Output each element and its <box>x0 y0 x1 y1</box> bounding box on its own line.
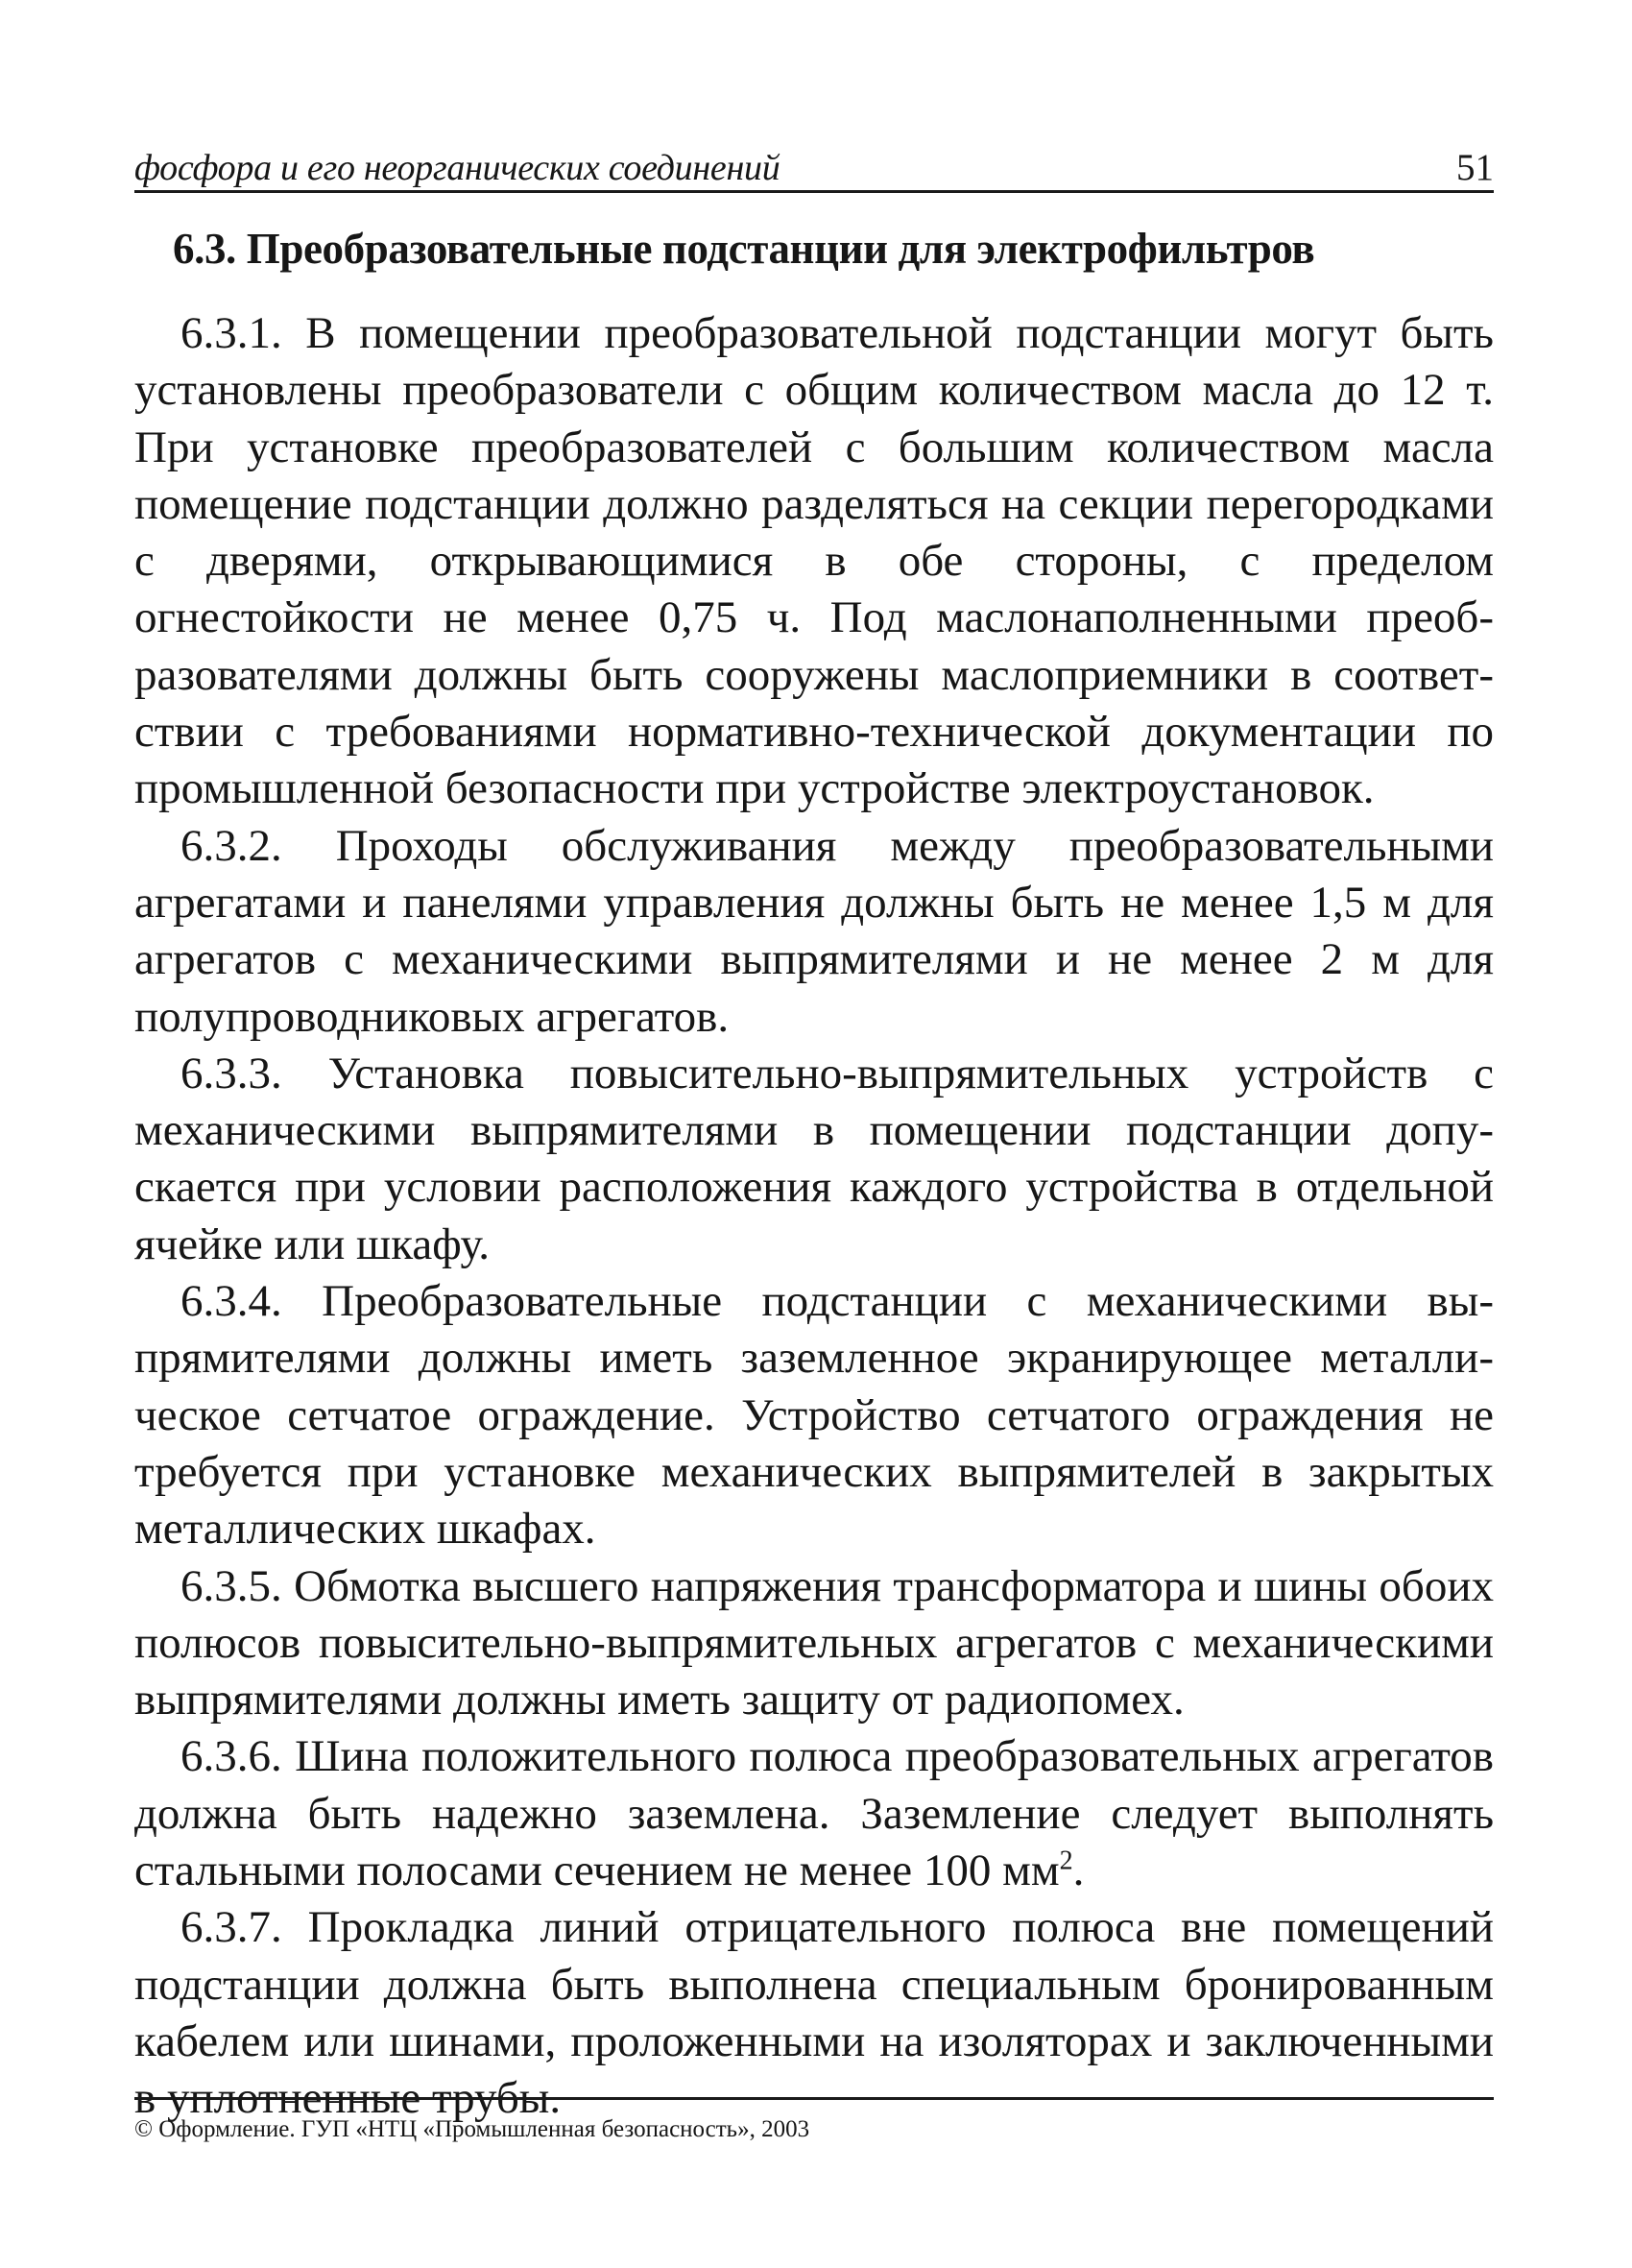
unit-superscript: 2 <box>1059 1846 1073 1876</box>
section-body <box>134 305 1494 2128</box>
page-number: 51 <box>1456 147 1494 188</box>
paragraph-6-3-7: 6.3.7. Прокладка линий отрицательного полюса вне помещений подстанции должна быть выполнена специальным бронированным кабелем или шинами, проложенными на изоляторах и заключенными в уплотненные трубы. <box>134 1902 1494 2124</box>
paragraph-6-3-1: 6.3.1. В помещении преобразовательной подстанции могут быть установлены преобразователи с общим количеством масла до 12 т. При установке преобразователей с большим количеством масла помещение подстанции должно разделяться на секции перегородками с дверями, открывающимися в обе стороны, с пределом огнестойкости не менее 0,75 ч. Под маслонаполненными преобразователями должны быть сооружены маслоприемники в соответствии с требованиями нормативно-технической документации по промышленной безопасности при устройстве электроустановок. <box>134 308 1494 814</box>
paragraph-6-3-5: 6.3.5. Обмотка высшего напряжения трансформатора и шины обоих полюсов повысительно-выпрямительных агрегатов с механическими выпрямителями должны иметь защиту от радиопомех. <box>134 1560 1494 1725</box>
paragraph-6-3-2: 6.3.2. Проходы обслуживания между преобразовательными агрегатами и панелями управления должны быть не менее 1,5 м для агрегатов с механическими выпрямителями и не менее 2 м для полупроводниковых агрегатов. <box>134 820 1494 1042</box>
paragraph-6-3-4: 6.3.4. Преобразовательные подстанции с механическими выпрямителями должны иметь заземленное экранирующее металлическое сетчатое ограждение. Устройство сетчатого ограждения не требуется при установке механических выпрямителей в закрытых металлических шкафах. <box>134 1276 1494 1555</box>
running-header <box>134 142 1494 193</box>
footer-copyright: © Оформление. ГУП «НТЦ «Промышленная безопасность», 2003 <box>134 2116 810 2142</box>
footer <box>134 2097 1494 2142</box>
paragraph-6-3-3: 6.3.3. Установка повысительно-выпрямительных устройств с механическими выпрямителями в помещении подстанции допускается при условии расположения каждого устройства в отдельной ячейке или шкафу. <box>134 1048 1494 1269</box>
running-header-title: фосфора и его неорганических соединений <box>134 148 780 188</box>
paragraph-6-3-6 <box>134 1728 1494 1899</box>
paragraph-6-3-6-end: . <box>1072 1846 1085 1896</box>
section-heading: 6.3. Преобразовательные подстанции для электрофильтров <box>173 225 1315 273</box>
paragraph-6-3-6-text: 6.3.6. Шина положительного полюса преобразовательных агрегатов должна быть надежно заземлена. Заземление следует выполнять стальными полосами сечением не менее 100 мм <box>134 1731 1494 1896</box>
